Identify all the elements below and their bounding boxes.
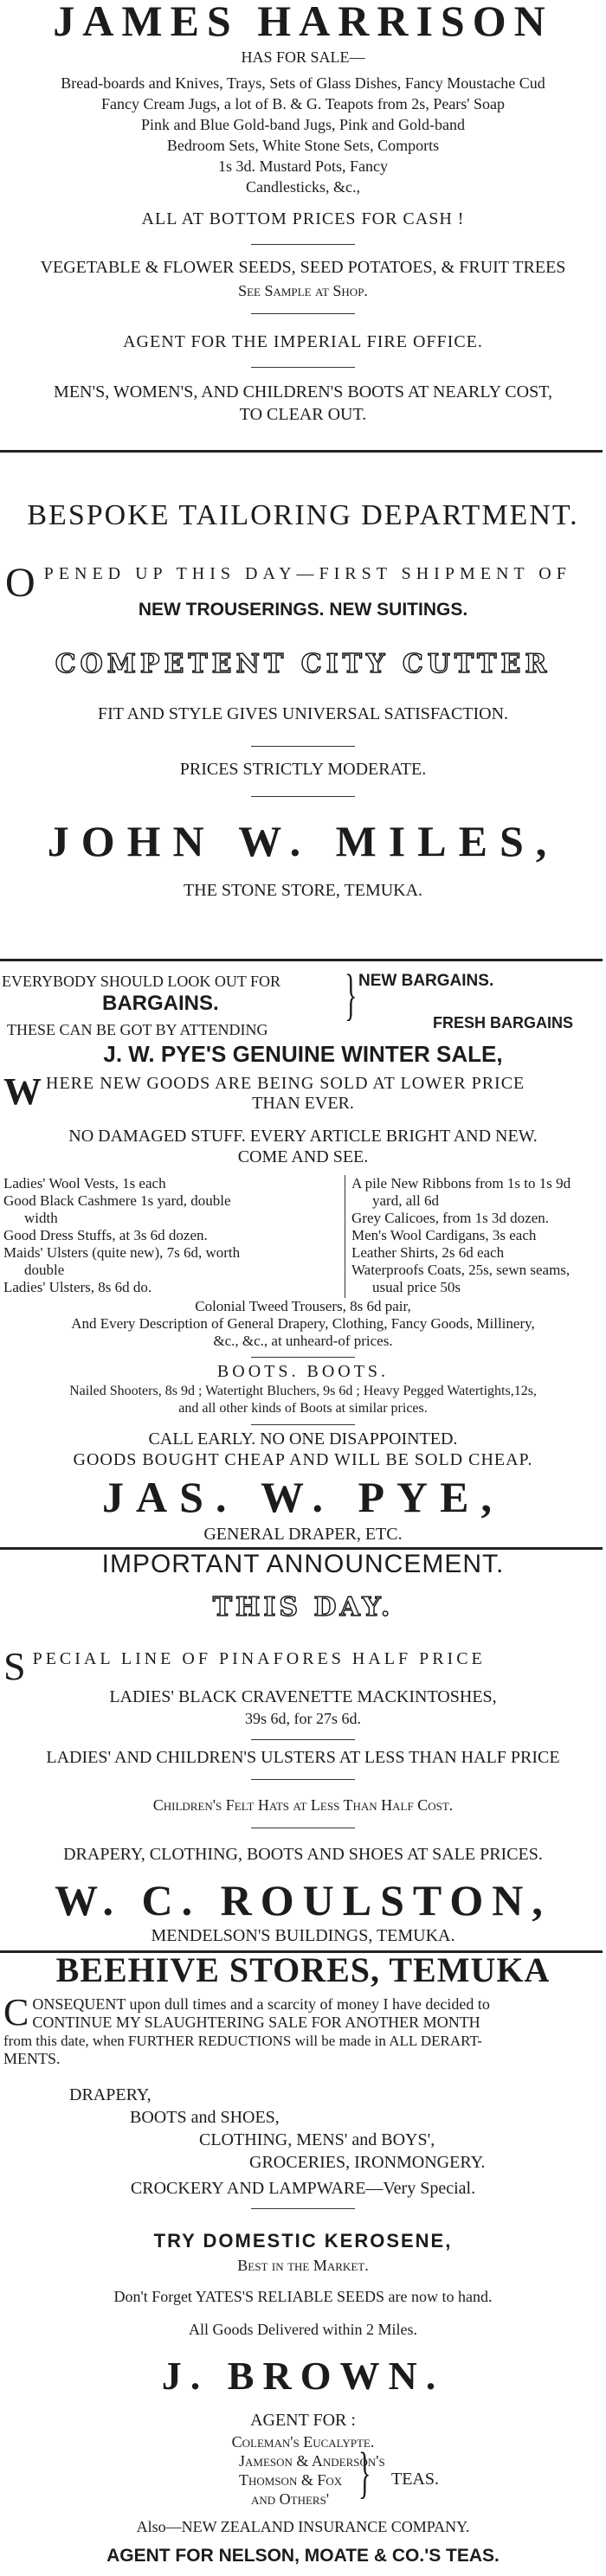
department-item: DRAPERY, (69, 2085, 152, 2104)
call-early: CALL EARLY. NO ONE DISAPPOINTED. (148, 1429, 458, 1449)
list-item: yard, all 6d (372, 1192, 439, 1209)
delivered-line: All Goods Delivered within 2 Miles. (189, 2321, 417, 2338)
fresh-bargains: FRESH BARGAINS (433, 1014, 574, 1031)
department-item: BOOTS and SHOES, (130, 2108, 280, 2127)
nelson-line: AGENT FOR NELSON, MOATE & CO.'S TEAS. (106, 2546, 500, 2566)
drop-capital: W (3, 1070, 42, 1113)
divider (251, 1357, 355, 1358)
harrison-item: Bread-boards and Knives, Trays, Sets of Glass Dishes, Fancy Moustache Cud (61, 74, 545, 92)
harrison-item: 1s 3d. Mustard Pots, Fancy (217, 157, 388, 175)
beehive-title: BEEHIVE STORES, TEMUKA (55, 1950, 551, 1989)
boots-line: TO CLEAR OUT. (239, 405, 367, 424)
new-goods: NEW TROUSERINGS. NEW SUITINGS. (138, 600, 468, 620)
drop-capital: O (5, 560, 41, 606)
best-line: Best in the Market. (237, 2257, 369, 2274)
fit-line: FIT AND STYLE GIVES UNIVERSAL SATISFACTION. (97, 704, 509, 723)
stone-store: THE STONE STORE, TEMUKA. (183, 881, 423, 900)
boots-line: Nailed Shooters, 8s 9d ; Watertight Bluchers, 9s 6d ; Heavy Pegged Watertights,12s, (69, 1384, 537, 1398)
list-item: usual price 50s (372, 1279, 461, 1295)
than-ever: THAN EVER. (252, 1094, 354, 1113)
tweed-line: Colonial Tweed Trousers, 8s 6d pair, (195, 1298, 411, 1314)
divider (251, 796, 355, 797)
roulston-address: MENDELSON'S BUILDINGS, TEMUKA. (151, 1926, 455, 1945)
boots-line: MEN'S, WOMEN'S, AND CHILDREN'S BOOTS AT NEARLY COST, (54, 382, 552, 401)
roulston-name: W. C. ROULSTON, (55, 1876, 551, 1924)
ulsters-line: LADIES' AND CHILDREN'S ULSTERS AT LESS THAN HALF PRICE (46, 1748, 560, 1767)
crockery-line: CROCKERY AND LAMPWARE—Very Special. (130, 2179, 476, 2198)
divider (251, 313, 355, 314)
harrison-name: JAMES HARRISON (53, 0, 553, 45)
opened-text: PENED UP THIS DAY—FIRST SHIPMENT OF (43, 564, 571, 583)
come-and-see: COME AND SEE. (237, 1147, 369, 1166)
has-for-sale: HAS FOR SALE— (241, 48, 365, 66)
bottom-prices: ALL AT BOTTOM PRICES FOR CASH ! (141, 209, 465, 228)
this-day: THIS DAY. (212, 1592, 394, 1622)
right-item-column (351, 1175, 603, 1296)
paragraph-line: MENTS. (3, 2050, 61, 2067)
tailoring-heading: BESPOKE TAILORING DEPARTMENT. (27, 499, 579, 531)
brace: } (358, 2441, 371, 2505)
pye-trade: GENERAL DRAPER, ETC. (203, 1525, 403, 1544)
agency-item: Coleman's Eucalypte. (231, 2433, 375, 2451)
important-announcement: IMPORTANT ANNOUNCEMENT. (101, 1550, 505, 1578)
agency-item: Thomson & Fox (239, 2471, 343, 2489)
agency-item: and Others' (251, 2490, 330, 2508)
sale-title: J. W. PYE'S GENUINE WINTER SALE, (103, 1041, 503, 1067)
divider (251, 746, 355, 747)
new-bargains: NEW BARGAINS. (358, 972, 494, 990)
miles-name: JOHN W. MILES, (47, 817, 559, 865)
teas-label: TEAS. (391, 2470, 439, 2489)
left-item-column (3, 1175, 332, 1296)
divider (251, 244, 355, 245)
consequent-paragraph (3, 1991, 603, 2068)
list-item: Good Dress Stuffs, at 3s 6d dozen. (3, 1227, 208, 1243)
pye-name: JAS. W. PYE, (102, 1473, 504, 1521)
drapery-line: DRAPERY, CLOTHING, BOOTS AND SHOES AT SALE PRICES. (63, 1845, 543, 1864)
prices-line: PRICES STRICTLY MODERATE. (179, 760, 427, 779)
list-item: A pile New Ribbons from 1s to 1s 9d (351, 1175, 571, 1192)
agent-for: AGENT FOR : (250, 2411, 356, 2430)
where-text: HERE NEW GOODS ARE BEING SOLD AT LOWER PRICE (46, 1074, 525, 1093)
everybody-line: EVERYBODY SHOULD LOOK OUT FOR (2, 973, 281, 990)
these-line: THESE CAN BE GOT BY ATTENDING (7, 1021, 268, 1038)
every-description: And Every Description of General Drapery, Clothing, Fancy Goods, Millinery, (71, 1315, 535, 1332)
divider (251, 367, 355, 368)
paragraph-line: from this date, when FURTHER REDUCTIONS will be made in ALL DERART- (3, 2033, 482, 2049)
harrison-item: Fancy Cream Jugs, a lot of B. & G. Teapots from 2s, Pears' Soap (100, 95, 506, 112)
special-line (3, 1644, 603, 1688)
mackintosh-line: LADIES' BLACK CRAVENETTE MACKINTOSHES, (109, 1687, 497, 1706)
divider (251, 1779, 355, 1780)
felt-hats: Children's Felt Hats at Less Than Half Cost. (152, 1796, 454, 1814)
goods-bought: GOODS BOUGHT CHEAP AND WILL BE SOLD CHEAP. (73, 1450, 533, 1469)
insurance-line: Also—NEW ZEALAND INSURANCE COMPANY. (136, 2518, 470, 2535)
bargains: BARGAINS. (102, 992, 219, 1015)
list-item: Ladies' Ulsters, 8s 6d do. (3, 1279, 152, 1295)
harrison-item: Bedroom Sets, White Stone Sets, Comports (166, 137, 440, 154)
seeds-line: Don't Forget YATES'S RELIABLE SEEDS are now to hand. (113, 2288, 493, 2305)
city-cutter: COMPETENT CITY CUTTER (55, 649, 551, 679)
paragraph-line: ONSEQUENT upon dull times and a scarcity of money I have decided to (32, 1995, 490, 2013)
list-item: Maids' Ulsters (quite new), 7s 6d, worth (3, 1244, 241, 1261)
boots-line: and all other kinds of Boots at similar prices. (178, 1401, 428, 1416)
harrison-item: Candlesticks, &c., (246, 178, 360, 196)
department-item: GROCERIES, IRONMONGERY. (249, 2153, 486, 2172)
harrison-item: Pink and Blue Gold-band Jugs, Pink and Gold-band (141, 116, 465, 133)
section-rule (0, 959, 603, 961)
every-description: &c., &c., at unheard-of prices. (213, 1333, 393, 1349)
boots-heading: BOOTS. BOOTS. (216, 1362, 390, 1381)
no-damaged: NO DAMAGED STUFF. EVERY ARTICLE BRIGHT AND NEW. (68, 1127, 538, 1146)
drop-capital: S (3, 1644, 29, 1688)
section-rule (0, 450, 603, 453)
brace: } (345, 963, 358, 1027)
list-item: Grey Calicoes, from 1s 3d dozen. (351, 1210, 550, 1226)
list-item: width (24, 1210, 58, 1226)
list-item: double (24, 1262, 65, 1278)
divider (251, 1424, 355, 1425)
paragraph-line: CONTINUE MY SLAUGHTERING SALE FOR ANOTHER MONTH (32, 2014, 480, 2031)
seeds-line: VEGETABLE & FLOWER SEEDS, SEED POTATOES, & FRUIT TREES (40, 258, 566, 277)
sample-line: See Sample at Shop. (238, 282, 368, 299)
divider (251, 2208, 355, 2209)
agency-item: Jameson & Anderson's (239, 2452, 385, 2470)
opened-line (5, 562, 603, 604)
divider (251, 1739, 355, 1740)
agent-line: AGENT FOR THE IMPERIAL FIRE OFFICE. (123, 332, 483, 351)
list-item: Leather Shirts, 2s 6d each (351, 1244, 505, 1261)
department-item: CLOTHING, MENS' and BOYS', (199, 2130, 435, 2149)
list-item: Good Black Cashmere 1s yard, double (3, 1192, 231, 1209)
list-item: Ladies' Wool Vests, 1s each (3, 1175, 166, 1192)
list-item: Men's Wool Cardigans, 3s each (351, 1227, 537, 1243)
special-text: PECIAL LINE OF PINAFORES HALF PRICE (32, 1649, 486, 1668)
mackintosh-price: 39s 6d, for 27s 6d. (245, 1710, 361, 1727)
kerosene-line: TRY DOMESTIC KEROSENE, (153, 2230, 453, 2252)
list-item: Waterproofs Coats, 25s, sewn seams, (351, 1262, 571, 1278)
drop-capital: C (3, 1991, 29, 2033)
brown-name: J. BROWN. (161, 2354, 445, 2398)
